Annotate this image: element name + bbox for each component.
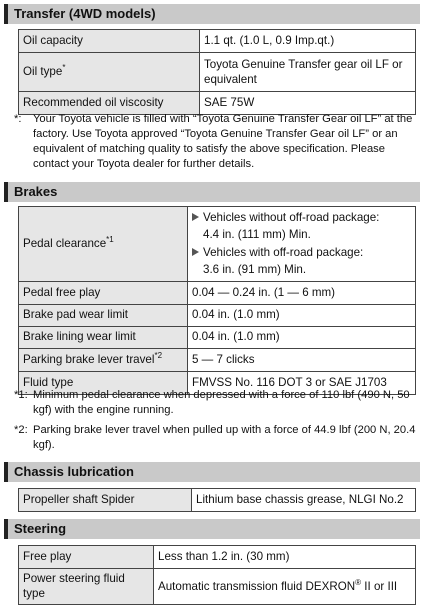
propeller-shaft-value: Lithium base chassis grease, NLGI No.2 bbox=[192, 489, 416, 512]
parking-brake-travel-value: 5 — 7 clicks bbox=[188, 348, 416, 371]
footnote-mark: *: bbox=[14, 113, 22, 125]
table-row bbox=[19, 326, 416, 348]
brakes-section-title: Brakes bbox=[4, 182, 420, 202]
parking-brake-travel-label: Parking brake lever travel$^{*2}$ bbox=[19, 348, 188, 371]
table-row bbox=[19, 348, 416, 371]
table-row bbox=[19, 546, 416, 569]
table-row bbox=[19, 569, 416, 605]
power-steering-fluid-value: Automatic transmission fluid DEXRON® II or III bbox=[154, 569, 416, 605]
free-play-label: Free play bbox=[19, 546, 154, 569]
chassis-table bbox=[18, 488, 416, 512]
oil-viscosity-value: SAE 75W bbox=[200, 92, 416, 115]
brake-pad-wear-value: 0.04 in. (1.0 mm) bbox=[188, 304, 416, 326]
oil-viscosity-label: Recommended oil viscosity bbox=[19, 92, 200, 115]
oil-capacity-value: 1.1 qt. (1.0 L, 0.9 Imp.qt.) bbox=[200, 30, 416, 53]
table-row bbox=[19, 207, 416, 282]
footnote-text: Minimum pedal clearance when depressed with a force of 110 lbf (490 N, 50 kgf) with the engine running. bbox=[33, 389, 410, 416]
list-item: 3.6 in. (91 mm) Min. bbox=[203, 263, 307, 277]
footnote-text: Parking brake lever travel when pulled up with a force of 44.9 lbf (200 N, 20.4 kgf). bbox=[33, 424, 416, 451]
pedal-clearance-value bbox=[188, 207, 416, 282]
transfer-section-title: Transfer (4WD models) bbox=[4, 4, 420, 24]
pedal-free-play-label: Pedal free play bbox=[19, 281, 188, 304]
brakes-footnote-2 bbox=[14, 423, 416, 453]
table-row bbox=[19, 281, 416, 304]
brake-lining-wear-label: Brake lining wear limit bbox=[19, 326, 188, 348]
brake-lining-wear-value: 0.04 in. (1.0 mm) bbox=[188, 326, 416, 348]
brakes-footnote-1 bbox=[14, 388, 416, 418]
table-row bbox=[19, 304, 416, 326]
footnote-mark: *1: bbox=[14, 389, 28, 401]
pedal-free-play-value: 0.04 — 0.24 in. (1 — 6 mm) bbox=[188, 281, 416, 304]
footnote-mark: *2: bbox=[14, 424, 28, 436]
transfer-footnote bbox=[14, 112, 416, 172]
chassis-section-title: Chassis lubrication bbox=[4, 462, 420, 482]
footnote-text: Your Toyota vehicle is filled with “Toyota Genuine Transfer Gear oil LF” at the factory. Use Toyota approved “Toyota Genuine Transfer Gear oil LF” or an equivalent of matching quality to satisfy the above specification. Please contact your Toyota dealer for further details. bbox=[33, 113, 413, 170]
table-row bbox=[19, 30, 416, 53]
brake-pad-wear-label: Brake pad wear limit bbox=[19, 304, 188, 326]
steering-table bbox=[18, 545, 416, 605]
fluid-type-value: FMVSS No. 116 DOT 3 or SAE J1703 bbox=[188, 371, 416, 394]
table-row bbox=[19, 53, 416, 92]
brakes-table bbox=[18, 206, 416, 395]
triangle-bullet-icon bbox=[192, 248, 199, 256]
triangle-bullet-icon bbox=[192, 213, 199, 221]
oil-capacity-label: Oil capacity bbox=[19, 30, 200, 53]
oil-type-label: Oil type* bbox=[19, 53, 200, 92]
oil-type-value: Toyota Genuine Transfer gear oil LF or equivalent bbox=[200, 53, 416, 92]
list-item: Vehicles with off-road package: bbox=[192, 244, 411, 261]
list-item: 4.4 in. (111 mm) Min. bbox=[203, 228, 311, 242]
list-item: Vehicles without off-road package: bbox=[192, 209, 411, 226]
transfer-table bbox=[18, 29, 416, 115]
free-play-value: Less than 1.2 in. (30 mm) bbox=[154, 546, 416, 569]
fluid-type-label: Fluid type bbox=[19, 371, 188, 394]
pedal-clearance-label: Pedal clearance$^{*1}$ bbox=[19, 207, 188, 282]
power-steering-fluid-label: Power steering fluid type bbox=[19, 569, 154, 605]
steering-section-title: Steering bbox=[4, 519, 420, 539]
table-row bbox=[19, 489, 416, 512]
propeller-shaft-label: Propeller shaft Spider bbox=[19, 489, 192, 512]
